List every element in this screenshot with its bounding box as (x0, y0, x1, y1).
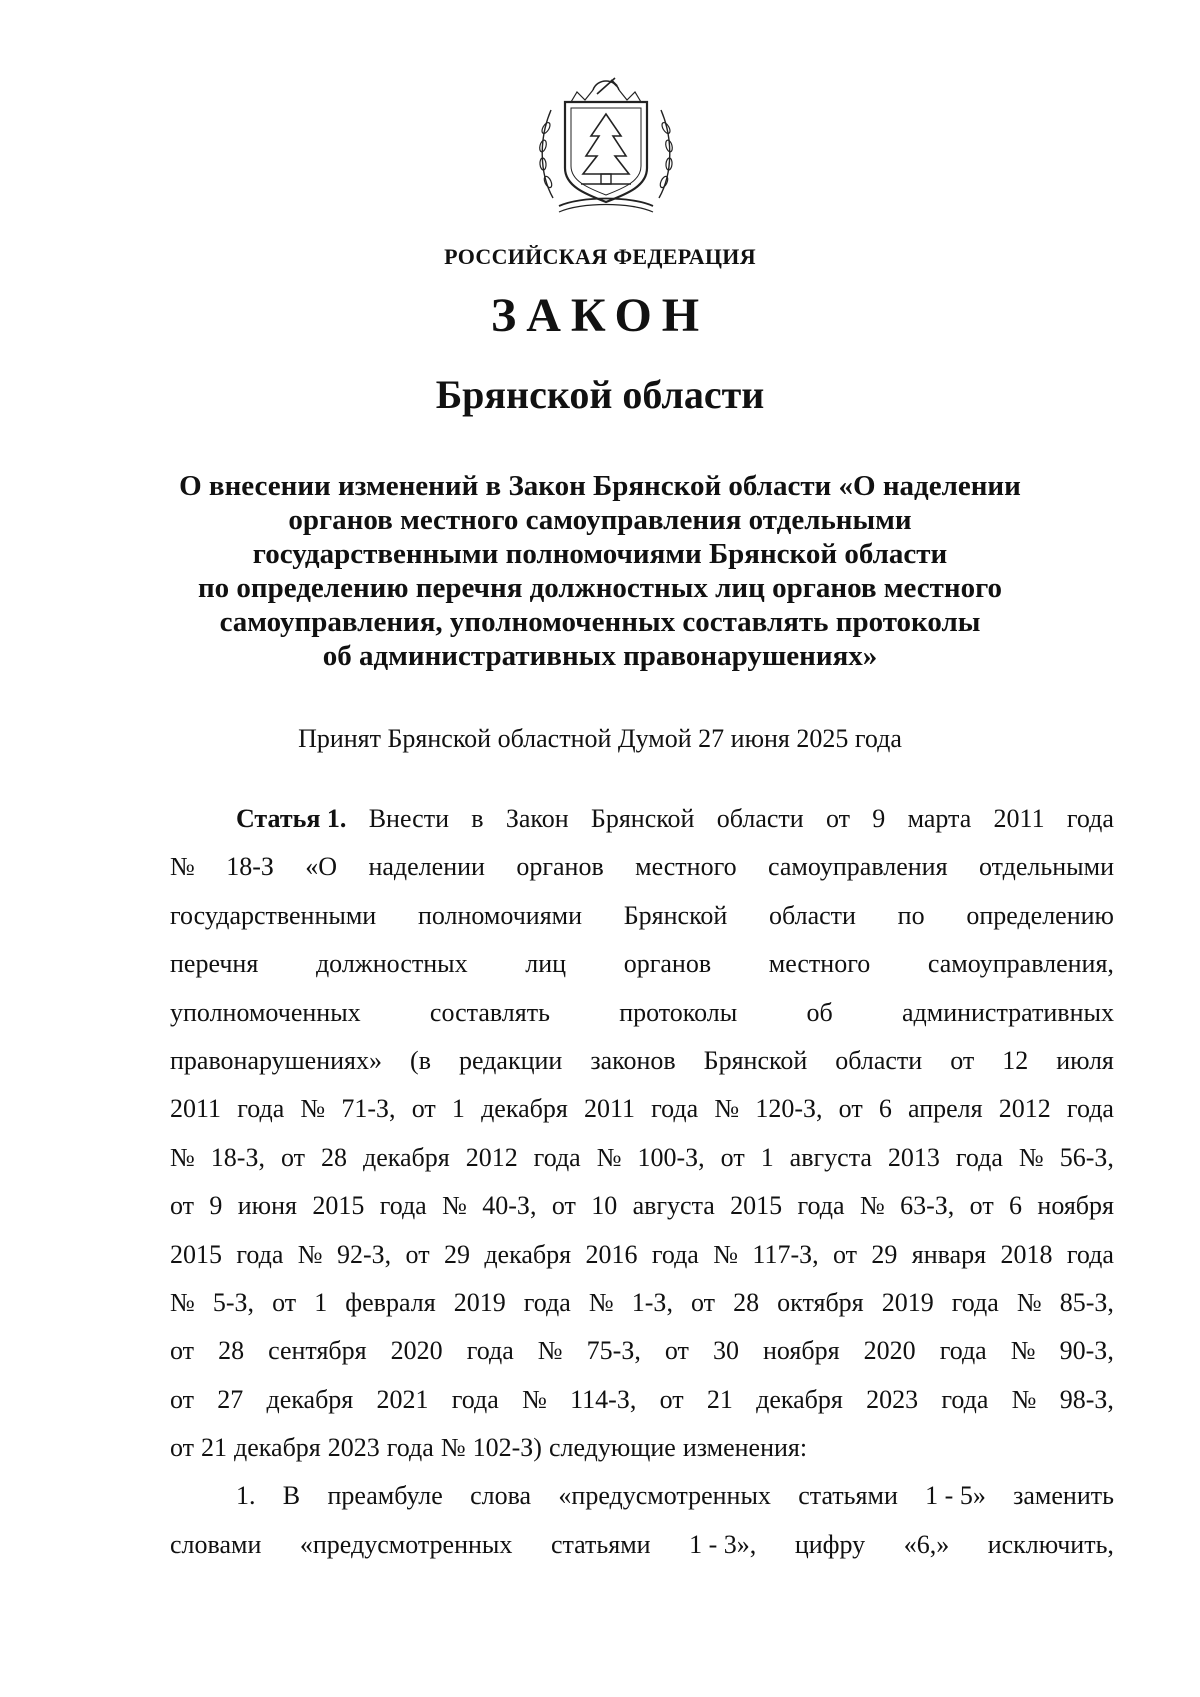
word: статьями (550, 1529, 651, 1559)
word: в (471, 804, 484, 833)
word: от (170, 1191, 195, 1221)
word: № (596, 1142, 622, 1172)
word: «предусмотренных (558, 1481, 771, 1511)
word: от (838, 1094, 863, 1124)
word: 92-З, (336, 1239, 392, 1269)
word: 2012 (998, 1094, 1051, 1124)
word: 40-З, (482, 1191, 537, 1221)
word: области (835, 1045, 923, 1075)
word: от (280, 1142, 305, 1172)
subject-line: государственными полномочиями Брянской области (252, 538, 948, 570)
word: от (969, 1191, 994, 1221)
word: статьями (798, 1481, 898, 1511)
word: 2018 (1000, 1239, 1053, 1269)
word: № (442, 1191, 467, 1221)
word: года (651, 1094, 699, 1124)
subject-line: об административных правонарушениях» (322, 640, 878, 672)
word: 2023 (327, 1433, 380, 1463)
word: № (297, 1239, 323, 1269)
word: 2015 (170, 1239, 222, 1269)
word: заменить (1013, 1481, 1114, 1511)
word: «О (305, 852, 338, 882)
word: 12 (1002, 1045, 1029, 1075)
word: полномочиями (417, 900, 583, 930)
word: изменения: (682, 1433, 808, 1463)
word: 1-З, (631, 1287, 673, 1317)
text-line (170, 989, 1114, 1037)
word: административных (901, 997, 1114, 1027)
word: декабря (756, 1384, 843, 1414)
word: составлять (429, 997, 550, 1027)
word: местного (768, 949, 871, 979)
word: области (769, 900, 856, 930)
word: Брянской (623, 900, 728, 930)
text-line (170, 1085, 1114, 1133)
word: июня (237, 1191, 297, 1221)
word: 27 (217, 1384, 244, 1414)
word: декабря (362, 1142, 450, 1172)
word: декабря (484, 1239, 572, 1269)
text-line (170, 1472, 1114, 1520)
word: уполномоченных (170, 997, 361, 1027)
word: 2011 (993, 804, 1045, 833)
word: 1 (451, 1094, 465, 1124)
word: Брянской (703, 1045, 808, 1075)
word: должностных (315, 949, 468, 979)
word: 1. (236, 1481, 256, 1511)
word: января (911, 1239, 987, 1269)
word: 6 (1009, 1191, 1023, 1221)
word: № (300, 1094, 326, 1124)
word: области (716, 804, 804, 833)
word: ноября (763, 1336, 840, 1366)
adoption-note: Принят Брянской областной Думой 27 июня 2025 года (298, 724, 902, 753)
word: № (1016, 1287, 1042, 1317)
word: органов (623, 949, 712, 979)
word: года (237, 1094, 285, 1124)
word: 71-З, (341, 1094, 396, 1124)
word: от (659, 1384, 684, 1414)
word: 114-З, (570, 1384, 637, 1414)
word: 21 (201, 1433, 228, 1463)
word: 1 - 3», (689, 1529, 757, 1559)
text-line (170, 843, 1114, 891)
word: перечня (170, 949, 259, 979)
text-line (170, 1521, 1114, 1569)
word: ноября (1037, 1191, 1114, 1221)
word: 2016 (585, 1239, 638, 1269)
word: июля (1056, 1045, 1114, 1075)
word: «предусмотренных (299, 1529, 513, 1559)
word: № (170, 852, 195, 882)
word: 29 (443, 1239, 470, 1269)
word: 2012 (465, 1142, 518, 1172)
text-line (170, 1231, 1114, 1279)
word: 2021 (376, 1384, 429, 1414)
word: органов (516, 852, 604, 882)
word: года (797, 1191, 845, 1221)
word: отдельными (978, 852, 1114, 882)
coat-of-arms-emblem (531, 68, 681, 218)
word: словами (170, 1529, 262, 1559)
word: В (282, 1481, 301, 1511)
word: года (651, 1239, 699, 1269)
word: самоуправления (768, 852, 948, 882)
word: протоколы (619, 997, 738, 1027)
word: слова (470, 1481, 532, 1511)
word: 2019 (453, 1287, 506, 1317)
word: лиц (525, 949, 567, 979)
word: следующие (548, 1433, 676, 1463)
word: преамбуле (327, 1481, 443, 1511)
word: 18-З, (210, 1142, 265, 1172)
word: № (537, 1336, 563, 1366)
word: от (170, 1336, 195, 1366)
word: 2011 (583, 1094, 635, 1124)
word: 63-З, (900, 1191, 955, 1221)
article-label: Статья 1. (236, 804, 347, 833)
word: Брянской (590, 804, 695, 833)
text-line (170, 1424, 1114, 1472)
word: года (466, 1336, 514, 1366)
word: года (941, 1384, 989, 1414)
word: от (170, 1384, 195, 1414)
word: декабря (234, 1433, 321, 1463)
word: 75-З, (586, 1336, 641, 1366)
word: 2020 (390, 1336, 443, 1366)
word: 28 (218, 1336, 245, 1366)
word: 102-З) (472, 1433, 542, 1463)
word: 90-З, (1059, 1336, 1114, 1366)
word: 2011 (170, 1094, 222, 1124)
word: от (825, 804, 850, 833)
word: 56-З, (1059, 1142, 1114, 1172)
word: 18-З (226, 852, 274, 882)
word: от (720, 1142, 745, 1172)
word: года (1066, 1239, 1114, 1269)
word: № (170, 1142, 195, 1172)
word: августа (632, 1191, 715, 1221)
word: по (897, 900, 925, 930)
text-line (170, 940, 1114, 988)
word: 29 (871, 1239, 898, 1269)
word: 2019 (881, 1287, 934, 1317)
word: местного (635, 852, 737, 882)
word: Закон (505, 804, 569, 833)
word: 6 (878, 1094, 892, 1124)
word: марта (907, 804, 972, 833)
word: года (523, 1287, 571, 1317)
word: № (440, 1433, 466, 1463)
subject-line: самоуправления, уполномоченных составлять протоколы (219, 606, 981, 638)
word: от (691, 1287, 716, 1317)
word: государственными (170, 900, 377, 930)
word: от (551, 1191, 576, 1221)
word: цифру (794, 1529, 866, 1559)
text-line (170, 1376, 1114, 1424)
word: № (588, 1287, 614, 1317)
word: октября (777, 1287, 864, 1317)
text-line (170, 1279, 1114, 1327)
word: года (379, 1191, 427, 1221)
word: самоуправления, (927, 949, 1114, 979)
law-body (170, 795, 1114, 1569)
word: 9 (872, 804, 886, 833)
word: об (806, 997, 833, 1027)
word: 28 (733, 1287, 760, 1317)
word: № (713, 1239, 739, 1269)
country-heading: РОССИЙСКАЯ ФЕДЕРАЦИЯ (444, 244, 756, 269)
word: 2013 (887, 1142, 940, 1172)
word: сентября (268, 1336, 367, 1366)
word: от (272, 1287, 297, 1317)
text-line (170, 892, 1114, 940)
word: 9 (209, 1191, 223, 1221)
text-line (170, 1182, 1114, 1230)
word: апреля (908, 1094, 983, 1124)
word: 28 (320, 1142, 347, 1172)
word: года (1066, 1094, 1114, 1124)
word: редакции (458, 1045, 563, 1075)
word: правонарушениях» (170, 1045, 383, 1075)
word: года (1066, 804, 1114, 833)
word: от (833, 1239, 858, 1269)
word: № (170, 1287, 195, 1317)
word: года (533, 1142, 581, 1172)
word: исключить, (987, 1529, 1114, 1559)
subject-line: органов местного самоуправления отдельными (288, 504, 912, 536)
word: № (1018, 1142, 1044, 1172)
text-line (170, 1037, 1114, 1085)
word: 2020 (863, 1336, 916, 1366)
word: 2015 (730, 1191, 783, 1221)
word: 117-З, (752, 1239, 819, 1269)
word: № (1010, 1336, 1036, 1366)
word: от (950, 1045, 975, 1075)
word: 10 (591, 1191, 618, 1221)
word: 98-З, (1059, 1384, 1114, 1414)
word: года (951, 1287, 999, 1317)
word: года (386, 1433, 434, 1463)
word: 1 - 5» (925, 1481, 986, 1511)
subject-line: по определению перечня должностных лиц органов местного (197, 572, 1003, 604)
word: 5-З, (212, 1287, 255, 1317)
word: декабря (481, 1094, 568, 1124)
region-heading: Брянской области (435, 372, 765, 417)
subject-line: О внесении изменений в Закон Брянской области «О наделении (179, 470, 1021, 502)
word: № (1011, 1384, 1037, 1414)
word: наделении (368, 852, 485, 882)
word: от (170, 1433, 195, 1463)
word: 1 (314, 1287, 328, 1317)
law-subject-title (100, 469, 1100, 673)
word: 2023 (866, 1384, 919, 1414)
word: года (236, 1239, 284, 1269)
word: от (411, 1094, 436, 1124)
text-line (170, 1327, 1114, 1375)
word: № (522, 1384, 547, 1414)
word: (в (410, 1045, 431, 1075)
word: от (664, 1336, 689, 1366)
word: августа (789, 1142, 872, 1172)
word: 100-З, (637, 1142, 705, 1172)
word: определению (966, 900, 1114, 930)
word: 120-З, (755, 1094, 823, 1124)
law-title: ЗАКОН (490, 289, 710, 342)
word: № (714, 1094, 740, 1124)
text-line (170, 1134, 1114, 1182)
word: года (939, 1336, 987, 1366)
word: февраля (345, 1287, 436, 1317)
word: 2015 (312, 1191, 365, 1221)
word: 1 (760, 1142, 774, 1172)
word: 21 (706, 1384, 733, 1414)
text-line (170, 795, 1114, 843)
word: 85-З, (1059, 1287, 1114, 1317)
word: декабря (266, 1384, 354, 1414)
word: законов (590, 1045, 676, 1075)
word: года (955, 1142, 1003, 1172)
word: «6,» (903, 1529, 950, 1559)
word: Внести (368, 804, 449, 833)
word: от (405, 1239, 430, 1269)
word: № (859, 1191, 885, 1221)
word: года (451, 1384, 499, 1414)
word: 30 (712, 1336, 739, 1366)
